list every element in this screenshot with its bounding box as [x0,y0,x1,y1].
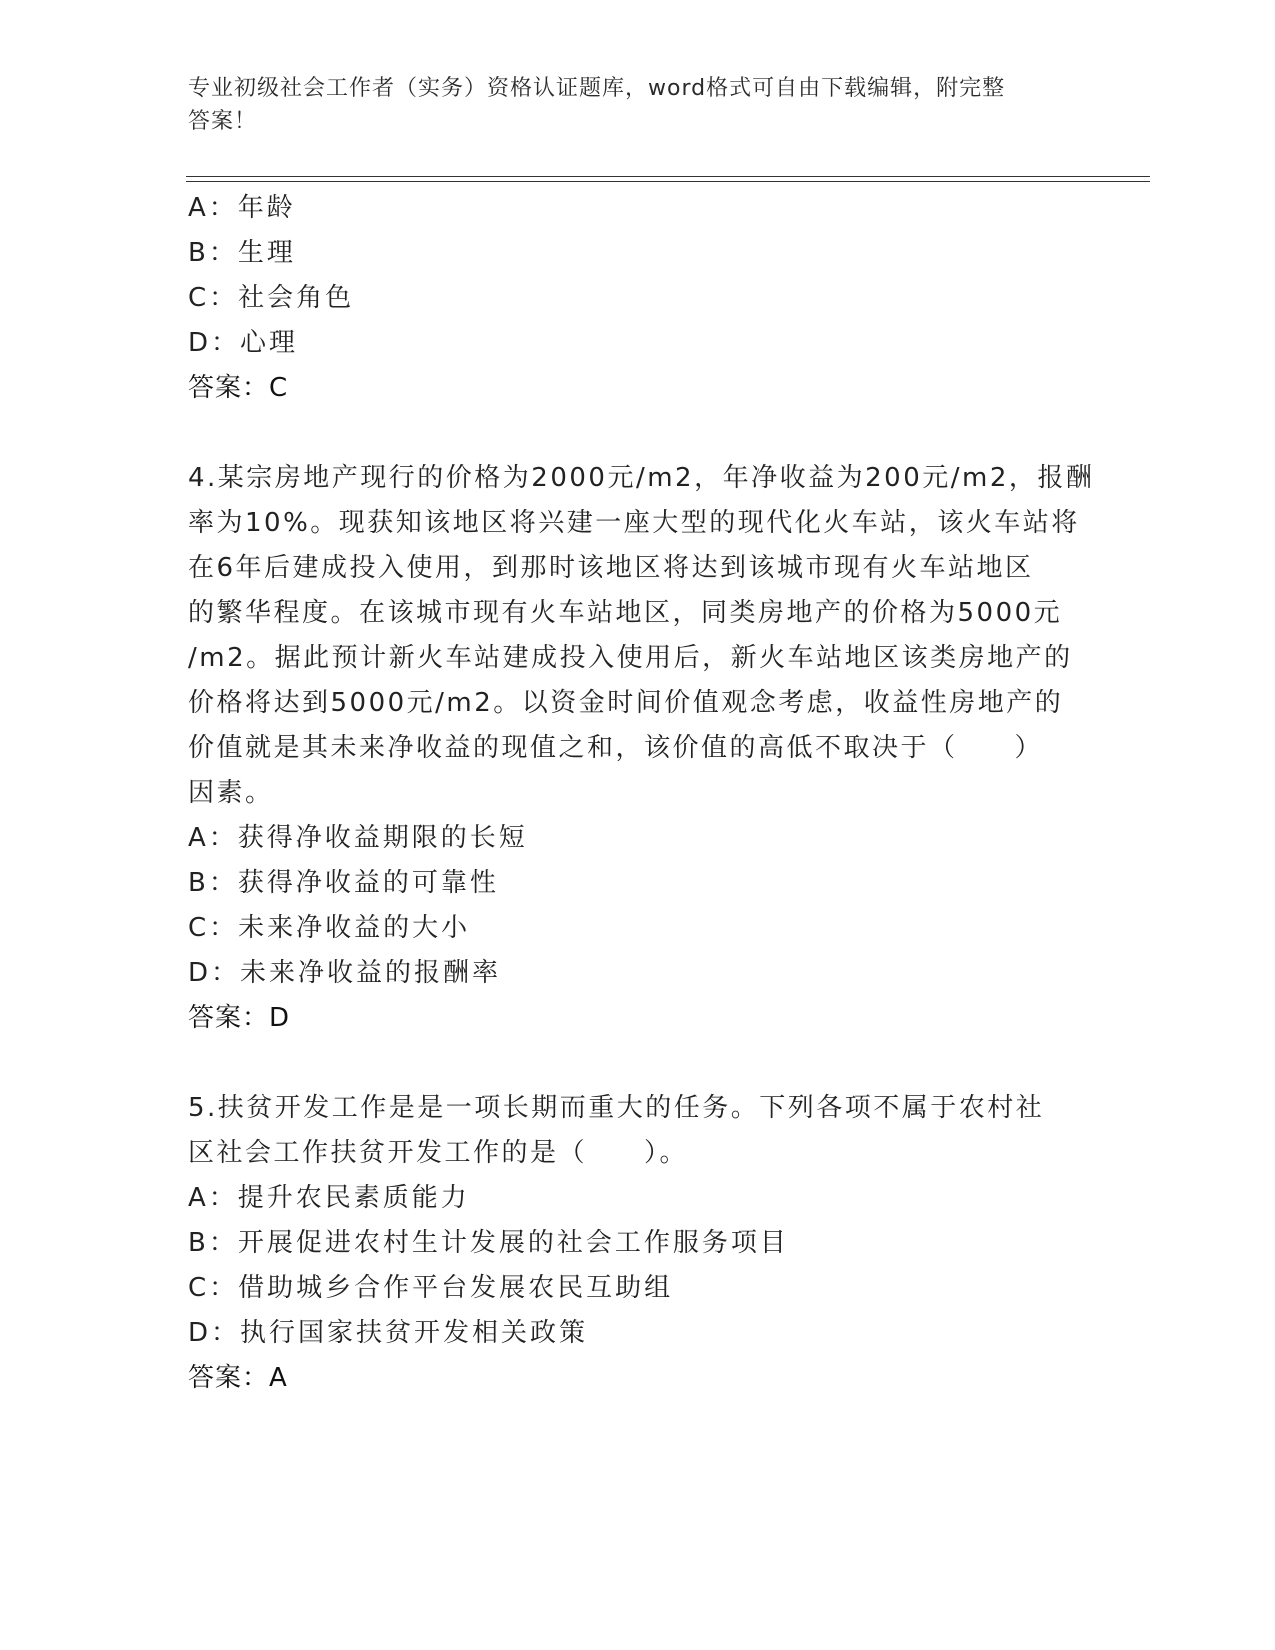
header-rule-bottom [186,181,1150,182]
option-b: B：生理 [188,238,296,268]
option-a: A：提升农民素质能力 [188,1183,470,1213]
answer: 答案：C [188,373,289,403]
option-b: B：开展促进农村生计发展的社会工作服务项目 [188,1228,789,1258]
option-d: D：心理 [188,328,299,358]
question-5 [188,1086,1088,1401]
stem-line: 率为10%。现获知该地区将兴建一座大型的现代化火车站，该火车站将 [188,508,1080,538]
stem-line: /m2。据此预计新火车站建成投入使用后，新火车站地区该类房地产的 [188,643,1073,673]
question-stem [188,1086,1068,1176]
option-d: D：执行国家扶贫开发相关政策 [188,1318,589,1348]
page-header [188,72,1068,138]
header-rule-top [186,176,1150,177]
question-3 [188,186,1088,411]
stem-line: 区社会工作扶贫开发工作的是（ ）。 [188,1138,689,1168]
stem-line: 4.某宗房地产现行的价格为2000元/m2，年净收益为200元/m2，报酬 [188,463,1095,493]
header-line-1: 专业初级社会工作者（实务）资格认证题库，word格式可自由下载编辑，附完整 [188,76,1006,101]
question-4 [188,456,1095,1041]
spacer [188,411,1088,456]
stem-line: 5.扶贫开发工作是是一项长期而重大的任务。下列各项不属于农村社 [188,1093,1045,1123]
stem-line: 的繁华程度。在该城市现有火车站地区，同类房地产的价格为5000元 [188,598,1063,628]
stem-line: 价值就是其未来净收益的现值之和，该价值的高低不取决于（ ） [188,733,1044,763]
stem-line: 价格将达到5000元/m2。以资金时间价值观念考虑，收益性房地产的 [188,688,1064,718]
option-b: B：获得净收益的可靠性 [188,868,499,898]
stem-line: 因素。 [188,778,274,808]
option-c: C：借助城乡合作平台发展农民互助组 [188,1273,674,1303]
option-c: C：未来净收益的大小 [188,913,471,943]
answer: 答案：A [188,1363,288,1393]
option-a: A：年龄 [188,193,296,223]
question-stem [188,456,1095,816]
header-line-2: 答案！ [188,109,258,134]
option-c: C：社会角色 [188,283,355,313]
spacer [188,1041,1088,1086]
stem-line: 在6年后建成投入使用，到那时该地区将达到该城市现有火车站地区 [188,553,1034,583]
questions-body [188,186,1095,1401]
answer: 答案：D [188,1003,291,1033]
option-a: A：获得净收益期限的长短 [188,823,528,853]
option-d: D：未来净收益的报酬率 [188,958,502,988]
